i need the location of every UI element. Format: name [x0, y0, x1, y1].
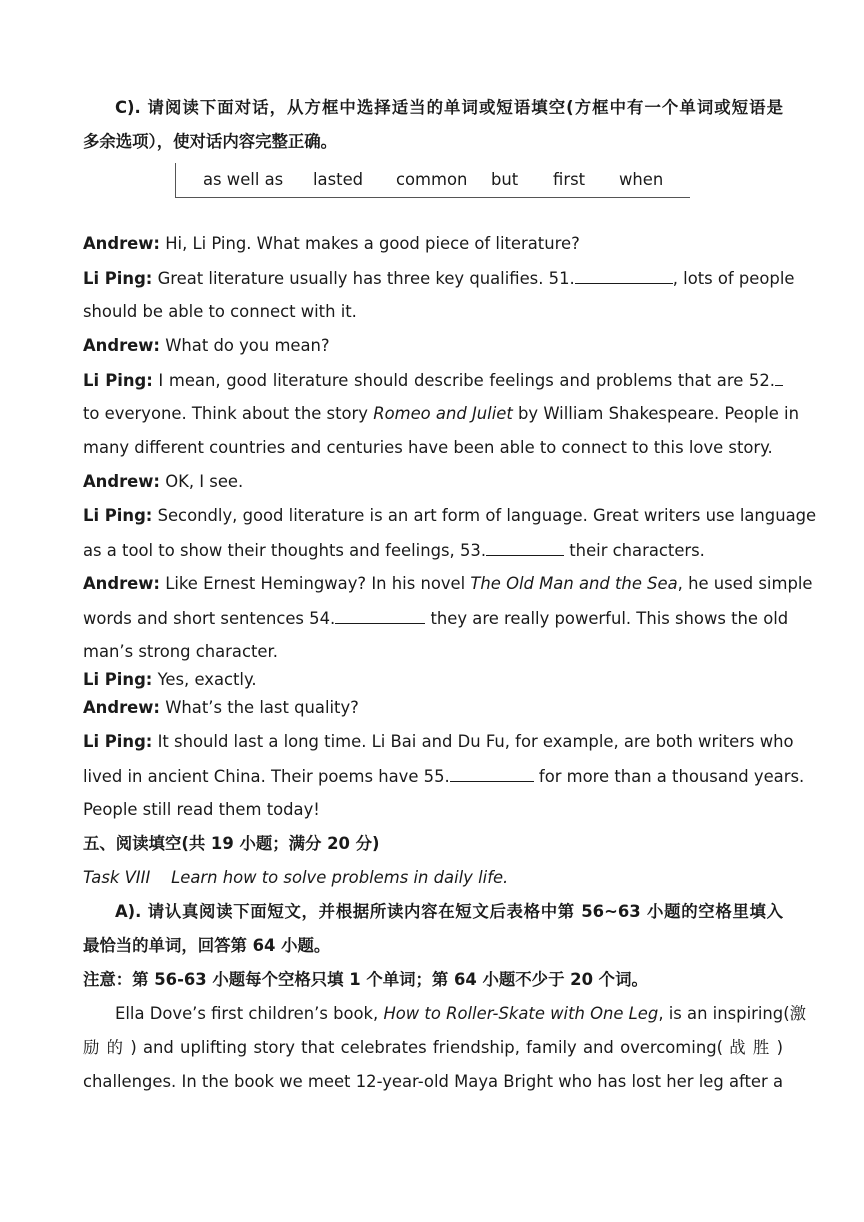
instruction-line-1: A). 请认真阅读下面短文，并根据所读内容在短文后表格中第 56~63 小题的空格里填入: [115, 902, 783, 921]
dialogue-text: for more than a thousand years.: [533, 767, 805, 786]
dialogue-line: [83, 696, 783, 720]
dialogue-line: [83, 730, 794, 754]
dialogue-line: should be able to connect with it.: [83, 302, 357, 321]
speaker-name: Andrew:: [83, 336, 160, 355]
speaker-name: Li Ping:: [83, 371, 153, 390]
dialogue-text: words and short sentences 54.: [83, 609, 336, 628]
dialogue-line: [83, 232, 783, 256]
dialogue-text: Yes, exactly.: [152, 670, 257, 689]
dialogue-text: Like Ernest Hemingway? In his novel: [159, 574, 471, 593]
book-title: Romeo and Juliet: [373, 404, 513, 423]
dialogue-line: [83, 334, 783, 358]
dialogue-text: Secondly, good literature is an art form of language. Great writers use language: [152, 506, 817, 525]
dialogue-text: I mean, good literature should describe feelings and problems that are 52.: [152, 371, 775, 390]
word-option: but: [491, 170, 519, 189]
dialogue-text: Hi, Li Ping. What makes a good piece of literature?: [159, 234, 580, 253]
instruction-line-2: 多余选项），使对话内容完整正确。: [83, 132, 338, 151]
speaker-name: Li Ping:: [83, 506, 153, 525]
dialogue-text: to everyone. Think about the story: [83, 404, 374, 423]
passage-line: [83, 1002, 806, 1026]
note-line: 注意：第 56-63 小题每个空格只填 1 个单词；第 64 小题不少于 20 个词。: [83, 970, 648, 989]
answer-blank-54[interactable]: [335, 606, 425, 624]
dialogue-line: [83, 538, 783, 563]
task-title: Task VIII Learn how to solve problems in daily life.: [83, 868, 509, 887]
speaker-name: Li Ping:: [83, 732, 153, 751]
instruction-line-1: C). 请阅读下面对话，从方框中选择适当的单词或短语填空(方框中有一个单词或短语是: [115, 98, 783, 117]
dialogue-line: man’s strong character.: [83, 642, 278, 661]
dialogue-text: Great literature usually has three key qualifies. 51.: [152, 269, 575, 288]
passage-text: , is an inspiring(激: [658, 1004, 806, 1023]
book-title: How to Roller-Skate with One Leg: [383, 1004, 659, 1023]
word-option: common: [396, 170, 468, 189]
dialogue-line: many different countries and centuries have been able to connect to this love story.: [83, 438, 773, 457]
dialogue-line: [83, 368, 783, 393]
dialogue-text: It should last a long time. Li Bai and Du Fu, for example, are both writers who: [152, 732, 794, 751]
section-heading: 五、阅读填空(共 19 小题；满分 20 分): [83, 834, 380, 853]
word-option: lasted: [313, 170, 364, 189]
word-option: when: [619, 170, 664, 189]
speaker-name: Li Ping:: [83, 269, 153, 288]
answer-blank-55[interactable]: [450, 764, 534, 782]
answer-blank-51[interactable]: [575, 266, 673, 284]
dialogue-text: , he used simple: [677, 574, 813, 593]
speaker-name: Li Ping:: [83, 670, 153, 689]
dialogue-line: [83, 266, 795, 291]
word-option: first: [553, 170, 586, 189]
dialogue-line: [83, 572, 813, 596]
word-option: as well as: [203, 170, 284, 189]
speaker-name: Andrew:: [83, 698, 160, 717]
book-title: The Old Man and the Sea: [470, 574, 678, 593]
dialogue-text: OK, I see.: [159, 472, 244, 491]
dialogue-text: as a tool to show their thoughts and feelings, 53.: [83, 541, 487, 560]
answer-blank-53[interactable]: [486, 538, 564, 556]
dialogue-line: People still read them today!: [83, 800, 320, 819]
dialogue-line: [83, 764, 805, 789]
dialogue-text: , lots of people: [672, 269, 795, 288]
dialogue-text: What do you mean?: [159, 336, 330, 355]
dialogue-line: [83, 668, 783, 692]
speaker-name: Andrew:: [83, 574, 160, 593]
dialogue-text: their characters.: [564, 541, 705, 560]
dialogue-line: [83, 470, 783, 494]
passage-line: 励 的 ) and uplifting story that celebrates friendship, family and overcoming( 战 胜 ): [83, 1038, 783, 1057]
dialogue-line: [83, 606, 789, 631]
passage-line: challenges. In the book we meet 12-year-old Maya Bright who has lost her leg after a: [83, 1072, 783, 1091]
dialogue-text: by William Shakespeare. People in: [512, 404, 799, 423]
dialogue-text: What’s the last quality?: [159, 698, 359, 717]
answer-blank-52[interactable]: [775, 368, 783, 386]
speaker-name: Andrew:: [83, 472, 160, 491]
dialogue-text: they are really powerful. This shows the old: [425, 609, 789, 628]
dialogue-line: [83, 504, 817, 528]
passage-text: Ella Dove’s first children’s book,: [115, 1004, 384, 1023]
dialogue-text: lived in ancient China. Their poems have 55.: [83, 767, 450, 786]
speaker-name: Andrew:: [83, 234, 160, 253]
dialogue-line: [83, 402, 799, 426]
instruction-line-2: 最恰当的单词，回答第 64 小题。: [83, 936, 331, 955]
